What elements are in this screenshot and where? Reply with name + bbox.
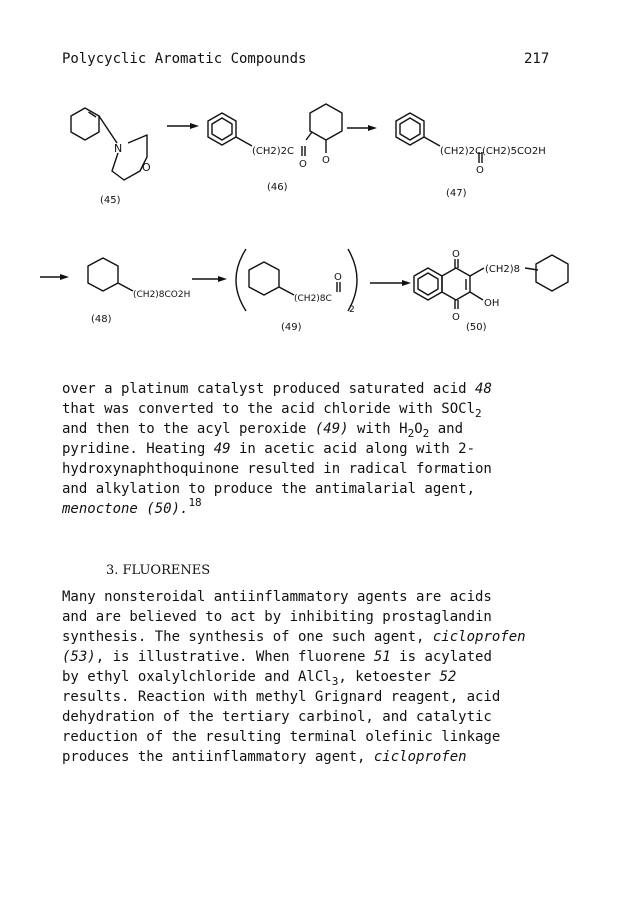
drug-name: cicloprofen xyxy=(373,749,467,765)
text-line: produces the antiinflammatory agent, cicloprofen xyxy=(62,749,467,765)
cyclohexane-ring-49 xyxy=(249,262,279,295)
paragraph-menoctone xyxy=(62,379,562,519)
text-line: hydroxynaphthoquinone resulted in radical formation xyxy=(62,461,492,477)
compound-label-45: (45) xyxy=(100,195,121,206)
compound-label-46: (46) xyxy=(267,182,288,193)
text-line xyxy=(62,496,562,519)
cyclohexene-ring xyxy=(71,108,99,140)
compound-ref: (49) xyxy=(314,421,349,437)
text-line: over a platinum catalyst produced saturated acid 48 xyxy=(62,381,492,397)
quinone-oxygen-bottom: O xyxy=(452,312,460,323)
substituent-49: (CH2)8C xyxy=(294,294,332,304)
quinone-oxygen-top: O xyxy=(452,249,460,260)
substituent-46: (CH2)2C xyxy=(252,146,295,157)
substituent-47: (CH2)2C(CH2)5CO2H xyxy=(440,146,546,157)
hydroxyl-50: OH xyxy=(484,298,500,309)
text-line: and alkylation to produce the antimalarial agent, xyxy=(62,481,476,497)
text-line: synthesis. The synthesis of one such agent, cicloprofen xyxy=(62,629,526,645)
text-line: that was converted to the acid chloride with SOCl$_2$ xyxy=(62,401,482,420)
section-heading: 3. FLUORENES xyxy=(106,563,211,578)
compound-label-50: (50) xyxy=(466,322,487,333)
compound-ref: 52 xyxy=(439,669,457,685)
substituent-50: (CH2)8 xyxy=(485,264,521,275)
compound-ref: (53) xyxy=(62,649,96,665)
drug-name: menoctone (50). xyxy=(62,501,189,517)
compound-ref: 49 xyxy=(213,441,231,457)
reaction-scheme xyxy=(0,0,624,360)
compound-ref: 48 xyxy=(475,381,492,397)
multiplier-49: 2 xyxy=(349,305,355,315)
page-number: 217 xyxy=(524,51,550,67)
text-line: dehydration of the tertiary carbinol, and catalytic xyxy=(62,709,492,725)
text-line: and then to the acyl peroxide (49) with $H_2O_2$ and xyxy=(62,421,464,440)
paren-right xyxy=(348,249,357,311)
oxygen-atom: O xyxy=(142,161,151,174)
compound-label-47: (47) xyxy=(446,188,467,199)
cyclohexane-ring-50 xyxy=(536,255,568,291)
carbonyl-oxygen-49: O xyxy=(334,272,342,283)
paragraph-fluorenes xyxy=(62,587,562,767)
text-line: reduction of the resulting terminal olefinic linkage xyxy=(62,729,501,745)
text-line: results. Reaction with methyl Grignard reagent, acid xyxy=(62,689,501,705)
text-line: and are believed to act by inhibiting prostaglandin xyxy=(62,609,492,625)
ketone-oxygen-46: O xyxy=(322,155,330,166)
substituent-48: (CH2)8CO2H xyxy=(133,290,191,300)
text-line: by ethyl oxalylchloride and AlCl$_3$, ketoester 52 xyxy=(62,669,457,688)
text-line: pyridine. Heating 49 in acetic acid along with 2- xyxy=(62,441,476,457)
cyclohexane-ring-48 xyxy=(88,258,118,291)
compound-ref: 51 xyxy=(373,649,391,665)
cyclohexanone-ring-46 xyxy=(310,104,342,140)
nitrogen-atom: N xyxy=(114,142,123,155)
carbonyl-oxygen-47: O xyxy=(476,165,484,176)
text-line: (53), is illustrative. When fluorene 51 is acylated xyxy=(62,649,492,665)
carbonyl-oxygen-46: O xyxy=(299,159,307,170)
running-title: Polycyclic Aromatic Compounds xyxy=(62,51,307,67)
compound-label-48: (48) xyxy=(91,314,112,325)
text-line: Many nonsteroidal antiinflammatory agents are acids xyxy=(62,589,492,605)
compound-label-49: (49) xyxy=(281,322,302,333)
footnote-ref: 18 xyxy=(188,496,202,509)
drug-name: cicloprofen xyxy=(432,629,526,645)
paren-left xyxy=(236,249,246,311)
